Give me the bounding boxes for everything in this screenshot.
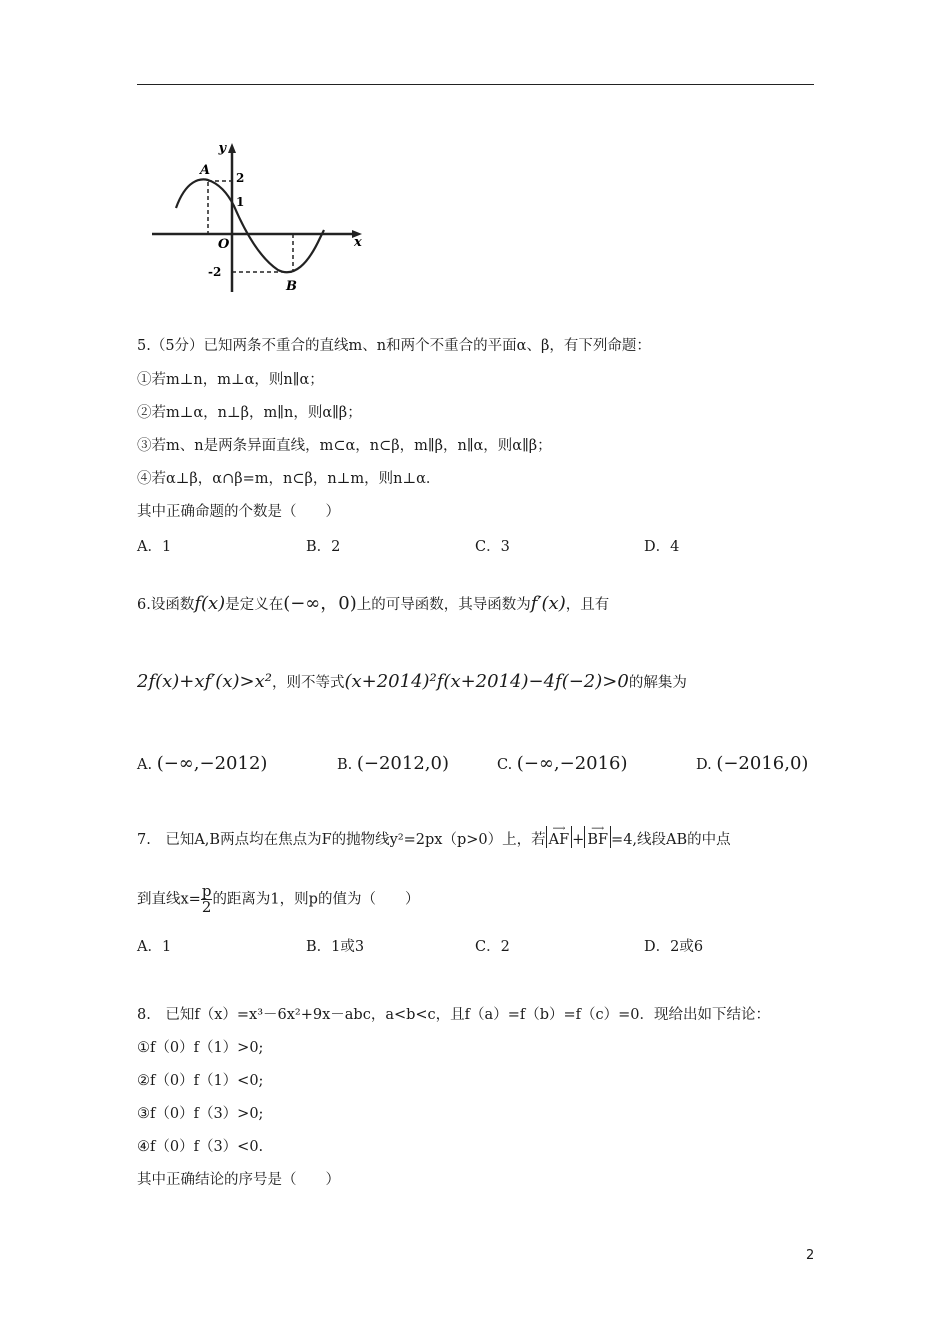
q6-text-5: ，则不等式 bbox=[271, 675, 345, 691]
q8-item-3: ③f（0）f（3）>0; bbox=[137, 1106, 264, 1122]
point-a-label: A bbox=[200, 163, 211, 178]
header-rule bbox=[137, 84, 814, 85]
q5-item-3: ③若m、n是两条异面直线，m⊂α，n⊂β，m∥β，n∥α，则α∥β； bbox=[137, 438, 552, 454]
q7-text-3: 到直线 bbox=[137, 891, 181, 908]
q5-ask: 其中正确命题的个数是（ ） bbox=[137, 504, 340, 520]
q7-eq4: =4 bbox=[611, 832, 633, 848]
y-axis-arrow-icon bbox=[228, 143, 236, 153]
q7-line-2 bbox=[137, 884, 419, 915]
q6-fx: f(x) bbox=[194, 593, 226, 614]
q6-text-6: 的解集为 bbox=[628, 675, 687, 691]
q6-inequality: (x+2014)²f(x+2014)−4f(−2)>0 bbox=[344, 671, 629, 692]
q7-line-1 bbox=[137, 826, 731, 850]
q7-text-2: ,线段AB的中点 bbox=[632, 832, 731, 848]
tick-label-1: 1 bbox=[236, 195, 245, 209]
q6-domain: (−∞，0) bbox=[283, 593, 357, 614]
q6-text-4: ，且有 bbox=[565, 597, 610, 613]
q5-item-2: ②若m⊥α，n⊥β，m∥n，则α∥β； bbox=[137, 405, 362, 421]
q6-text-3: 上的可导函数，其导函数为 bbox=[356, 597, 531, 613]
q6-option-b-value: (−2012,0) bbox=[356, 753, 449, 774]
tick-label-neg2: -2 bbox=[208, 265, 222, 279]
q8-stem: 8. 已知f（x）=x³－6x²+9x－abc，a<b<c，且f（a）=f（b）=f（c）=0．现给出如下结论： bbox=[137, 1007, 770, 1023]
q8-item-4: ④f（0）f（3）<0. bbox=[137, 1139, 264, 1155]
q6-fpx: f′(x) bbox=[530, 593, 566, 614]
q7-option-c: C．2 bbox=[475, 939, 510, 955]
q7-text-4: 的距离为1，则p的值为（ ） bbox=[212, 891, 420, 908]
q8-ask: 其中正确结论的序号是（ ） bbox=[137, 1172, 340, 1188]
x-axis-label: x bbox=[354, 235, 362, 250]
q5-option-d: D．4 bbox=[644, 539, 680, 555]
q8-item-2: ②f（0）f（1）<0; bbox=[137, 1073, 264, 1089]
vector-arrow-icon: ⟶ bbox=[552, 824, 566, 834]
point-b-label: B bbox=[286, 279, 297, 294]
q5-option-a: A．1 bbox=[137, 539, 172, 555]
q7-option-a: A．1 bbox=[137, 939, 172, 955]
q6-option-b: B. (−2012,0) bbox=[337, 753, 449, 774]
q6-option-d-value: (−2016,0) bbox=[716, 753, 809, 774]
tick-label-2: 2 bbox=[236, 171, 245, 185]
origin-label: O bbox=[218, 237, 230, 252]
q6-option-a-value: (−∞,−2012) bbox=[156, 753, 268, 774]
q5-option-b: B．2 bbox=[306, 539, 341, 555]
q7-fraction: $\frac{p}{2}$ bbox=[201, 882, 212, 916]
sine-curve bbox=[176, 179, 324, 272]
q7-option-b: B．1或3 bbox=[306, 939, 365, 955]
q7-x-eq: x= bbox=[180, 891, 201, 908]
q8-item-1: ①f（0）f（1）>0; bbox=[137, 1040, 264, 1056]
y-axis-label: y bbox=[218, 141, 226, 156]
q6-option-d: D. (−2016,0) bbox=[696, 753, 809, 774]
q6-option-c: C. (−∞,−2016) bbox=[497, 753, 628, 774]
page-number: 2 bbox=[806, 1248, 815, 1263]
q6-text-2: 是定义在 bbox=[225, 597, 284, 613]
q5-option-c: C．3 bbox=[475, 539, 510, 555]
q5-item-1: ①若m⊥n，m⊥α，则n∥α； bbox=[137, 372, 324, 388]
q7-text-1: 7. 已知A,B两点均在焦点为F的抛物线y²=2px（p>0）上，若 bbox=[137, 832, 546, 848]
vector-arrow-icon: ⟶ bbox=[591, 824, 605, 834]
q6-text-1: 6.设函数 bbox=[137, 597, 195, 613]
q6-option-a: A. (−∞,−2012) bbox=[137, 753, 268, 774]
q7-vector-af: ⟶ AF bbox=[546, 826, 573, 848]
q7-option-d: D．2或6 bbox=[644, 939, 704, 955]
q6-line-2 bbox=[137, 672, 687, 693]
q7-vector-bf: ⟶ BF bbox=[584, 826, 611, 848]
sine-graph-figure bbox=[148, 138, 370, 298]
q6-condition: 2f(x)+xf′(x)>x² bbox=[137, 671, 272, 692]
q5-item-4: ④若α⊥β，α∩β=m，n⊂β，n⊥m，则n⊥α． bbox=[137, 471, 441, 487]
q7-plus: + bbox=[572, 832, 585, 848]
q6-option-c-value: (−∞,−2016) bbox=[516, 753, 628, 774]
q5-stem: 5.（5分）已知两条不重合的直线m、n和两个不重合的平面α、β，有下列命题： bbox=[137, 338, 651, 354]
q6-line-1 bbox=[137, 594, 609, 615]
